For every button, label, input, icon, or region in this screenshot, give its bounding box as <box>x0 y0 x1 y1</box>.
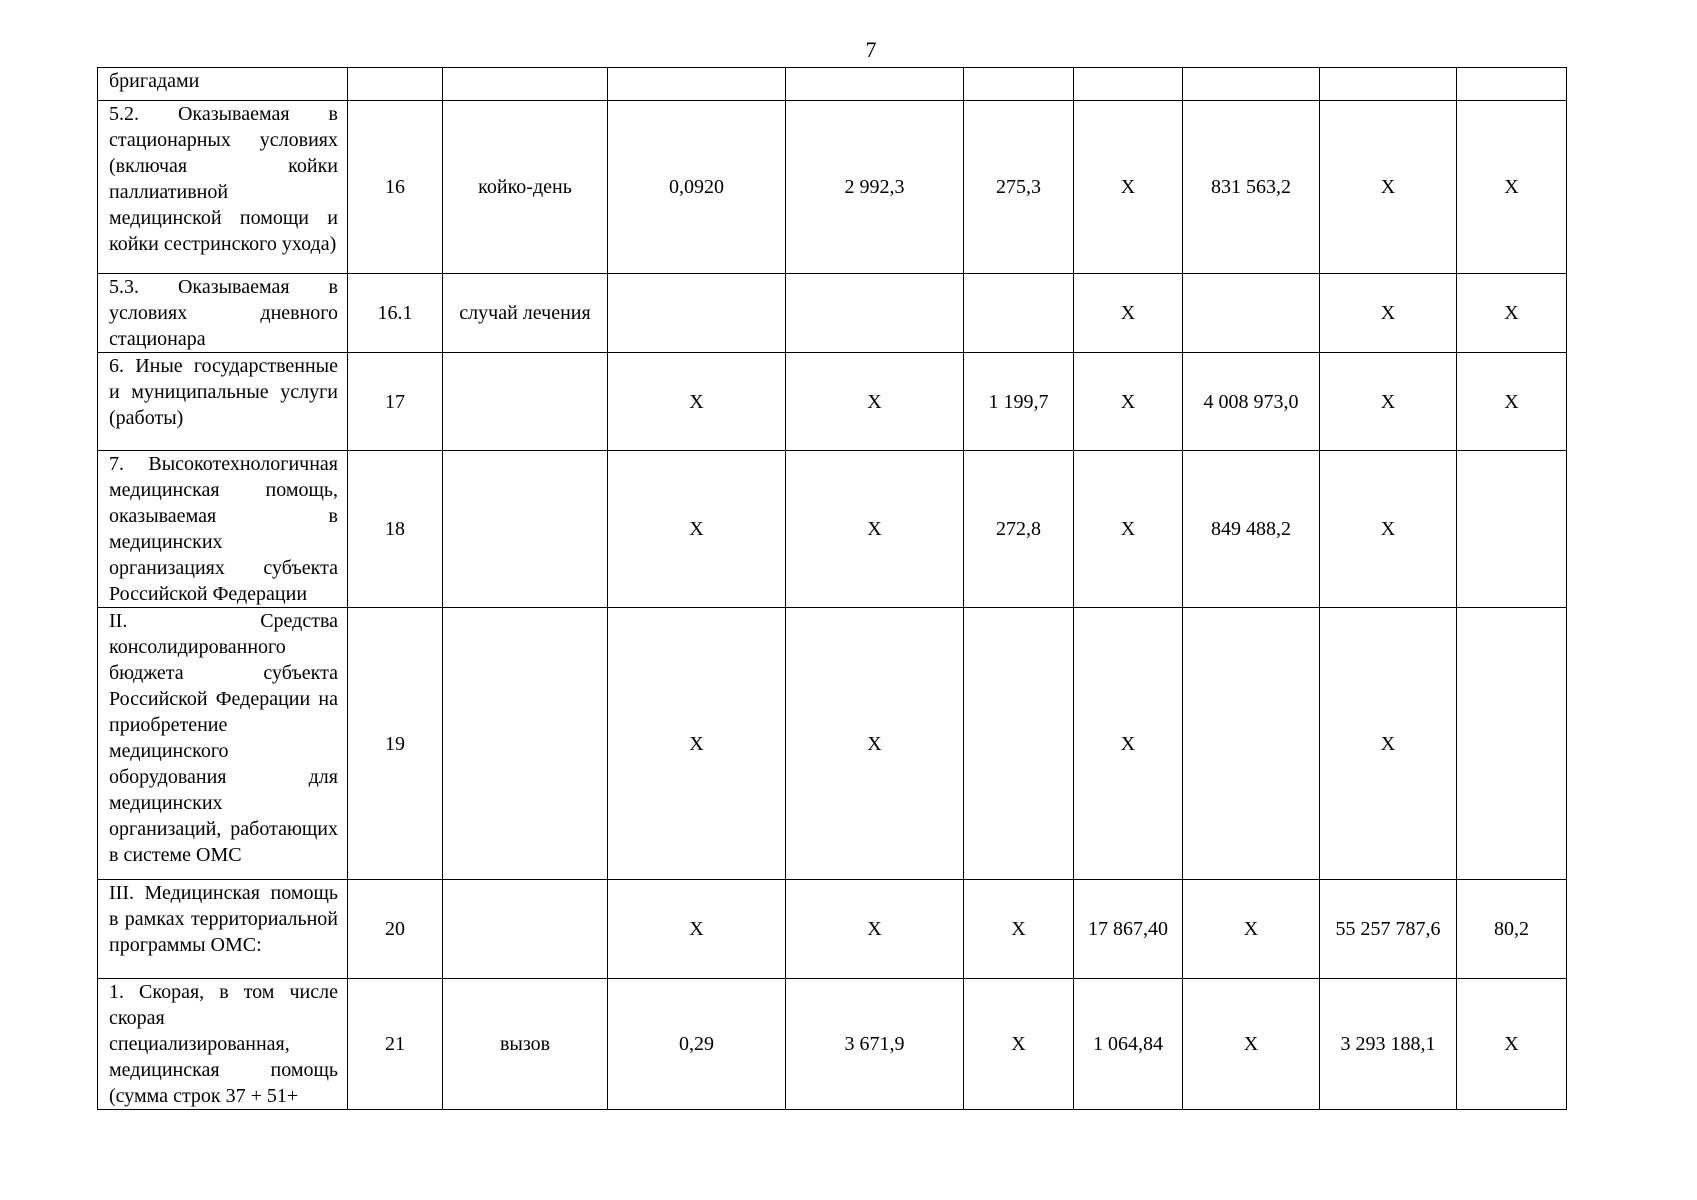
table-row <box>98 353 1567 451</box>
unit-cell <box>443 451 608 608</box>
unit-cell: вызов <box>443 979 608 1110</box>
line-number-cell: 20 <box>348 880 443 979</box>
budget-per-capita-cell <box>964 608 1074 880</box>
oms-per-capita-cell: X <box>1074 608 1183 880</box>
oms-per-capita-cell: 1 064,84 <box>1074 979 1183 1110</box>
row-name-cell: II. Средства консолидированного бюджета субъекта Российской Федерации на приобретение медицинского оборудования для медицинских организаций, работающих в системе ОМС <box>98 608 348 880</box>
line-number-cell: 19 <box>348 608 443 880</box>
cost-norm-cell: 3 671,9 <box>786 979 964 1110</box>
share-cell: X <box>1457 353 1567 451</box>
unit-cell <box>443 880 608 979</box>
oms-per-capita-cell: 17 867,40 <box>1074 880 1183 979</box>
budget-per-capita-cell: X <box>964 880 1074 979</box>
line-number-cell: 17 <box>348 353 443 451</box>
oms-total-cell: X <box>1320 353 1457 451</box>
line-number-cell: 16.1 <box>348 274 443 353</box>
oms-total-cell <box>1320 68 1457 101</box>
cost-norm-cell <box>786 274 964 353</box>
table-body <box>98 68 1567 1110</box>
volume-norm-cell: X <box>608 880 786 979</box>
cost-norm-cell <box>786 68 964 101</box>
line-number-cell: 21 <box>348 979 443 1110</box>
budget-per-capita-cell <box>964 68 1074 101</box>
table-row <box>98 451 1567 608</box>
budget-per-capita-cell: 275,3 <box>964 101 1074 274</box>
budget-total-cell: 4 008 973,0 <box>1183 353 1320 451</box>
cost-norm-cell: X <box>786 608 964 880</box>
volume-norm-cell <box>608 274 786 353</box>
table-row <box>98 880 1567 979</box>
line-number-cell <box>348 68 443 101</box>
unit-cell <box>443 68 608 101</box>
cost-norm-cell: X <box>786 353 964 451</box>
share-cell: X <box>1457 274 1567 353</box>
oms-total-cell: 3 293 188,1 <box>1320 979 1457 1110</box>
budget-per-capita-cell: 1 199,7 <box>964 353 1074 451</box>
row-name-cell: 5.3. Оказываемая в условиях дневного стационара <box>98 274 348 353</box>
unit-cell: койко-день <box>443 101 608 274</box>
share-cell: 80,2 <box>1457 880 1567 979</box>
oms-per-capita-cell: X <box>1074 451 1183 608</box>
unit-cell <box>443 608 608 880</box>
table-row <box>98 274 1567 353</box>
budget-total-cell: X <box>1183 979 1320 1110</box>
volume-norm-cell <box>608 68 786 101</box>
row-name-cell: 6. Иные государственные и муниципальные услуги (работы) <box>98 353 348 451</box>
oms-total-cell: X <box>1320 451 1457 608</box>
page-number: 7 <box>865 37 877 62</box>
budget-total-cell: X <box>1183 880 1320 979</box>
table-row <box>98 68 1567 101</box>
budget-total-cell: 831 563,2 <box>1183 101 1320 274</box>
oms-total-cell: X <box>1320 608 1457 880</box>
row-name-cell: 1. Скорая, в том числе скорая специализированная, медицинская помощь (сумма строк 37 + 51+ <box>98 979 348 1110</box>
oms-per-capita-cell: X <box>1074 353 1183 451</box>
volume-norm-cell: 0,29 <box>608 979 786 1110</box>
line-number-cell: 18 <box>348 451 443 608</box>
oms-total-cell: X <box>1320 101 1457 274</box>
budget-per-capita-cell: X <box>964 979 1074 1110</box>
budget-per-capita-cell <box>964 274 1074 353</box>
row-name-cell: 7. Высокотехнологичная медицинская помощь, оказываемая в медицинских организациях субъекта Российской Федерации <box>98 451 348 608</box>
share-cell: X <box>1457 979 1567 1110</box>
budget-per-capita-cell: 272,8 <box>964 451 1074 608</box>
budget-total-cell <box>1183 68 1320 101</box>
volume-norm-cell: X <box>608 353 786 451</box>
cost-norm-cell: 2 992,3 <box>786 101 964 274</box>
volume-norm-cell: X <box>608 451 786 608</box>
volume-norm-cell: X <box>608 608 786 880</box>
budget-total-cell <box>1183 608 1320 880</box>
oms-total-cell: X <box>1320 274 1457 353</box>
line-number-cell: 16 <box>348 101 443 274</box>
oms-per-capita-cell: X <box>1074 101 1183 274</box>
row-name-cell: бригадами <box>98 68 348 101</box>
oms-per-capita-cell: X <box>1074 274 1183 353</box>
unit-cell <box>443 353 608 451</box>
table-row <box>98 608 1567 880</box>
table-row <box>98 979 1567 1110</box>
budget-total-cell <box>1183 274 1320 353</box>
cost-norm-cell: X <box>786 451 964 608</box>
oms-per-capita-cell <box>1074 68 1183 101</box>
oms-total-cell: 55 257 787,6 <box>1320 880 1457 979</box>
volume-norm-cell: 0,0920 <box>608 101 786 274</box>
budget-table <box>97 67 1567 1110</box>
share-cell <box>1457 451 1567 608</box>
table-row <box>98 101 1567 274</box>
unit-cell: случай лечения <box>443 274 608 353</box>
row-name-cell: 5.2. Оказываемая в стационарных условиях (включая койки паллиативной медицинской помощи и койки сестринского ухода) <box>98 101 348 274</box>
share-cell: X <box>1457 101 1567 274</box>
row-name-cell: III. Медицинская помощь в рамках территориальной программы ОМС: <box>98 880 348 979</box>
share-cell <box>1457 68 1567 101</box>
budget-total-cell: 849 488,2 <box>1183 451 1320 608</box>
cost-norm-cell: X <box>786 880 964 979</box>
share-cell <box>1457 608 1567 880</box>
